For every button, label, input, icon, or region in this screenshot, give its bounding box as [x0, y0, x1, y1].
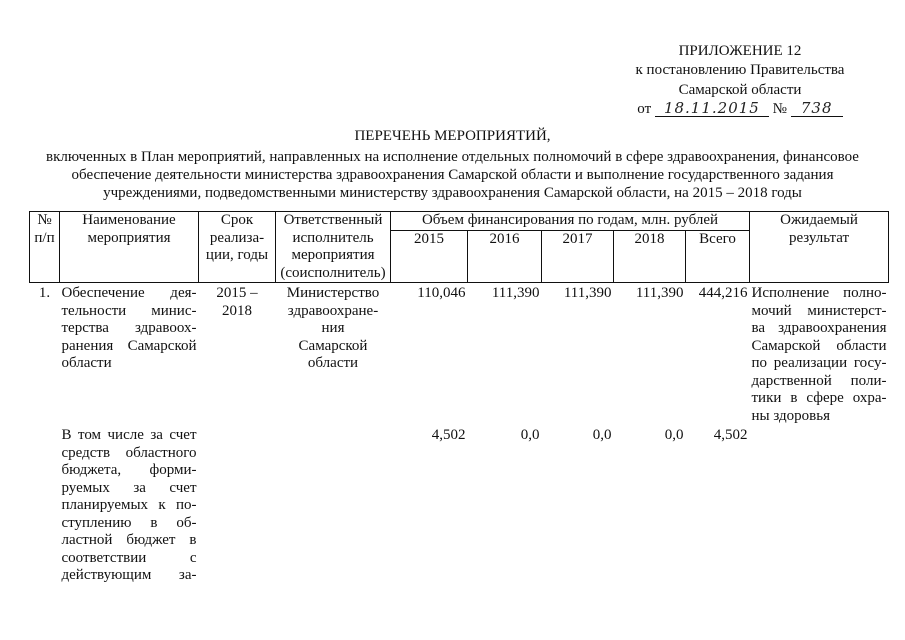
- header-line: результат: [788, 229, 850, 246]
- empty-cell: [30, 425, 60, 585]
- measure-name-line: ранения Самарской: [61, 337, 197, 354]
- header-line: реализа-: [209, 229, 265, 246]
- expected-result-line: тики в сфере охра-: [751, 390, 887, 406]
- measure-name-line: бюджета, форми-: [61, 462, 197, 478]
- table-row: [30, 283, 889, 426]
- appendix-date-line: [600, 100, 880, 119]
- header-line: Ожидаемый: [780, 212, 858, 228]
- funding-2016: 111,390: [491, 285, 540, 301]
- term-line: 2018: [222, 302, 252, 319]
- header-line: п/п: [34, 229, 55, 246]
- empty-cell: [276, 425, 391, 585]
- executor-line: здравоохране-: [287, 302, 379, 319]
- funding-2018: 111,390: [635, 285, 684, 301]
- header-year-2017: 2017: [542, 231, 614, 283]
- appendix-region-line: Самарской области: [678, 81, 802, 98]
- measures-table: [29, 211, 889, 585]
- executor: [276, 283, 391, 426]
- measure-name-line: ластной бюджет в: [61, 532, 197, 548]
- expected-result-line: ва здравоохранения: [751, 320, 887, 336]
- measure-name-line: терства здравоох-: [61, 320, 197, 336]
- executor-line: ния: [321, 320, 345, 336]
- expected-result-line: по реализации госу-: [751, 355, 887, 371]
- funding-2016: 0,0: [520, 427, 540, 443]
- header-number: [30, 212, 60, 283]
- executor-line: Самарской: [298, 337, 368, 354]
- funding-2017: 0,0: [592, 427, 612, 443]
- appendix-title: ПРИЛОЖЕНИЕ 12: [678, 43, 802, 59]
- measure-name-line: средств областного: [61, 444, 197, 461]
- header-line: (соисполнитель): [280, 264, 386, 281]
- header-line: Срок: [220, 212, 254, 228]
- funding-2015: 110,046: [417, 285, 466, 301]
- header-year-2015: 2015: [391, 231, 468, 283]
- funding-2017: 111,390: [563, 285, 612, 301]
- subtitle-line: учреждениями, подведомственными министерству здравоохранения Самарской области, на 2015 – 2018 годы: [103, 185, 802, 201]
- header-expected-result: [750, 212, 889, 283]
- document-subtitle: [0, 148, 905, 202]
- header-line: Ответственный: [283, 212, 383, 228]
- measure-name-line: действующим за-: [61, 567, 197, 583]
- header-line: исполнитель: [292, 229, 374, 246]
- header-line: ции, годы: [205, 247, 269, 263]
- term: [199, 283, 276, 426]
- expected-result-line: Самарской области: [751, 337, 887, 354]
- subtitle-line: включенных в План мероприятий, направленных на исполнение отдельных полномочий в сфере здравоохранения, финансовое: [46, 149, 859, 165]
- executor-line: Министерство: [286, 285, 380, 301]
- header-row: [30, 212, 889, 231]
- funding-total: 4,502: [713, 427, 748, 443]
- header-line: №: [37, 212, 52, 228]
- measure-name-line: ступлению в об-: [61, 514, 197, 531]
- date-prefix: от: [637, 100, 652, 117]
- term-line: 2015 –: [216, 285, 258, 301]
- empty-cell: [750, 425, 889, 585]
- empty-cell: [199, 425, 276, 585]
- expected-result-line: мочий министерст-: [751, 302, 887, 319]
- subtitle-line: обеспечение деятельности министерства здравоохранения Самарской области и выполнение государственного задания: [71, 167, 834, 183]
- measure-name-line: планируемых к по-: [61, 497, 197, 513]
- measure-name-line: области: [61, 355, 112, 371]
- header-total: Всего: [686, 231, 750, 283]
- funding-2015: 4,502: [431, 427, 466, 443]
- measure-name: [60, 283, 199, 426]
- measure-name-line: Обеспечение дея-: [61, 285, 197, 301]
- header-term: [199, 212, 276, 283]
- expected-result-line: ны здоровья: [751, 407, 830, 424]
- measure-name-line: руемых за счет: [61, 479, 197, 496]
- expected-result-line: дарственной поли-: [751, 372, 887, 389]
- funding-total: 444,216: [698, 285, 748, 301]
- header-year-2018: 2018: [614, 231, 686, 283]
- appendix-resolution-line: к постановлению Правительства: [635, 62, 845, 79]
- expected-result: [750, 283, 889, 426]
- measure-name: [60, 425, 199, 585]
- document-title: ПЕРЕЧЕНЬ МЕРОПРИЯТИЙ,: [354, 128, 551, 144]
- measure-name-line: тельности минис-: [61, 302, 197, 319]
- header-line: Наименование: [82, 212, 176, 228]
- measure-name-line: соответствии с: [61, 549, 197, 566]
- appendix-header: [600, 42, 880, 119]
- measure-name-line: В том числе за счет: [61, 427, 197, 443]
- header-year-2016: 2016: [468, 231, 542, 283]
- handwritten-number: 738: [791, 101, 843, 117]
- number-prefix: №: [772, 100, 787, 117]
- row-number: 1.: [38, 285, 51, 301]
- executor-line: области: [307, 355, 359, 371]
- table-row: [30, 425, 889, 585]
- header-funding: Объем финансирования по годам, млн. рублей: [391, 212, 750, 231]
- header-measure-name: [60, 212, 199, 283]
- header-line: мероприятия: [87, 229, 171, 246]
- funding-2018: 0,0: [664, 427, 684, 443]
- expected-result-line: Исполнение полно-: [751, 285, 887, 301]
- header-executor: [276, 212, 391, 283]
- header-line: мероприятия: [291, 247, 375, 263]
- handwritten-date: 18.11.2015: [655, 101, 769, 117]
